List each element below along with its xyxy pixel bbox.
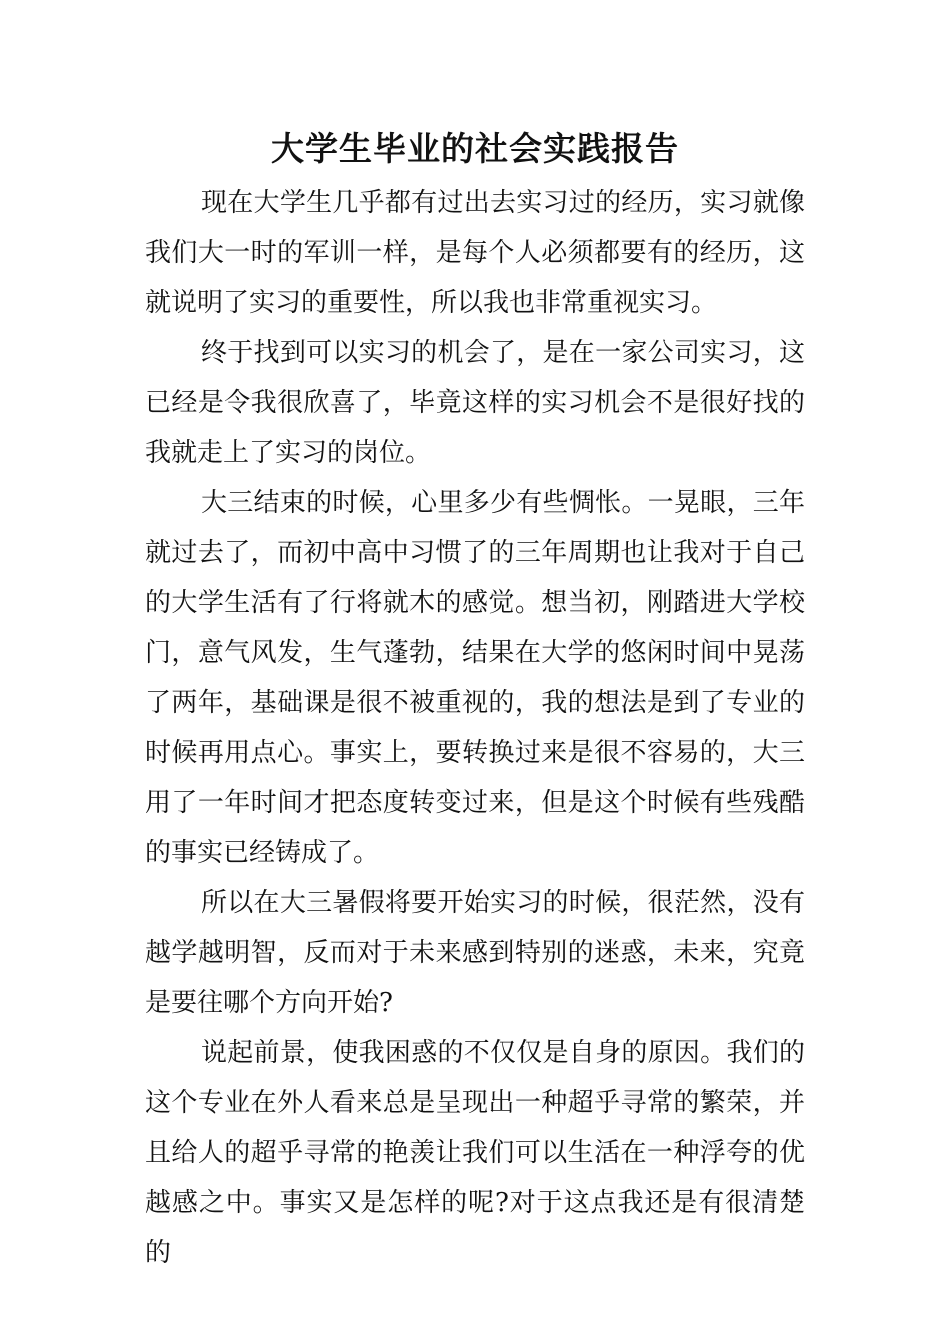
paragraph-2: 终于找到可以实习的机会了，是在一家公司实习，这已经是令我很欣喜了，毕竟这样的实习机会不是很好找的我就走上了实习的岗位。 [145,338,805,468]
paragraph-5: 说起前景，使我困惑的不仅仅是自身的原因。我们的这个专业在外人看来总是呈现出一种超乎寻常的繁荣，并且给人的超乎寻常的艳羡让我们可以生活在一种浮夸的优越感之中。事实又是怎样的呢?对于这点我还是有很清楚的 [145,1038,805,1268]
paragraph-1: 现在大学生几乎都有过出去实习过的经历，实习就像我们大一时的军训一样，是每个人必须都要有的经历，这就说明了实习的重要性，所以我也非常重视实习。 [145,188,805,318]
document-title: 大学生毕业的社会实践报告 [271,129,679,168]
paragraph-3: 大三结束的时候，心里多少有些惆怅。一晃眼，三年就过去了，而初中高中习惯了的三年周期也让我对于自己的大学生活有了行将就木的感觉。想当初，刚踏进大学校门，意气风发，生气蓬勃，结果在大学的悠闲时间中晃荡了两年，基础课是很不被重视的，我的想法是到了专业的时候再用点心。事实上，要转换过来是很不容易的，大三用了一年时间才把态度转变过来，但是这个时候有些残酷的事实已经铸成了。 [145,488,805,868]
paragraph-4: 所以在大三暑假将要开始实习的时候，很茫然，没有越学越明智，反而对于未来感到特别的迷惑，未来，究竟是要往哪个方向开始? [145,888,805,1018]
document-body [145,178,805,1278]
